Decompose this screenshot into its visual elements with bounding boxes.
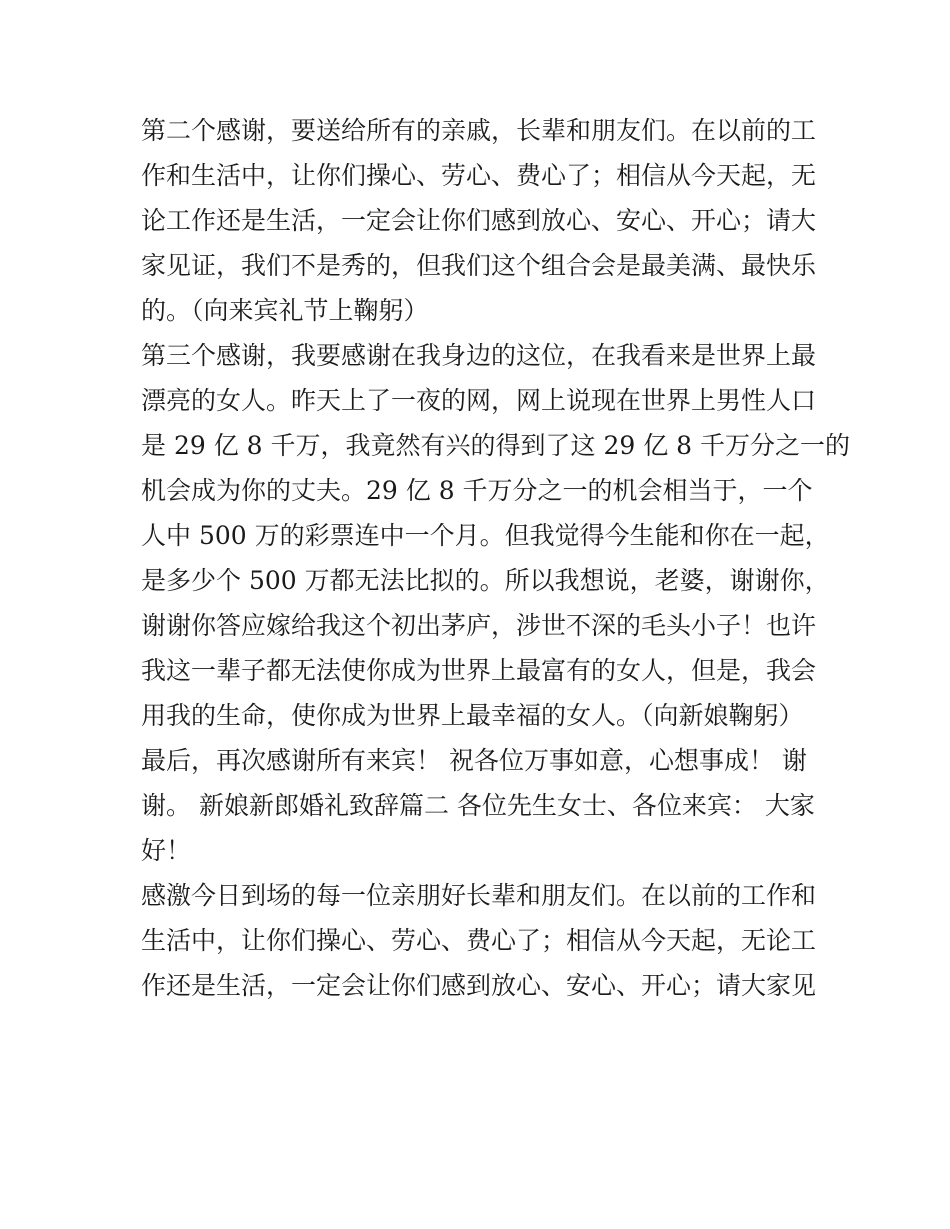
text-line: 生活中，让你们操心、劳心、费心了；相信从今天起，无论工 — [141, 926, 817, 955]
text-line: 感激今日到场的每一位亲朋好长辈和朋友们。在以前的工作和 — [141, 881, 817, 910]
paragraph-gratitude — [141, 873, 816, 1008]
text-line: 第三个感谢，我要感谢在我身边的这位，在我看来是世界上最 — [141, 341, 817, 370]
text-line: 是多少个 500 万都无法比拟的。所以我想说，老婆，谢谢你， — [141, 566, 830, 595]
paragraph-second-thanks — [141, 108, 816, 333]
text-line: 谢谢你答应嫁给我这个初出茅庐，涉世不深的毛头小子！也许 — [141, 611, 817, 640]
text-line: 作还是生活，一定会让你们感到放心、安心、开心；请大家见 — [141, 971, 817, 1000]
text-line: 是 29 亿 8 千万，我竟然有兴的得到了这 29 亿 8 千万分之一的 — [141, 431, 851, 460]
text-line: 谢。 新娘新郎婚礼致辞篇二 各位先生女士、各位来宾： 大家 — [141, 791, 815, 820]
text-line: 最后，再次感谢所有来宾！ 祝各位万事如意，心想事成！ 谢 — [141, 746, 807, 775]
text-line: 用我的生命，使你成为世界上最幸福的女人。（向新娘鞠躬） — [141, 701, 804, 730]
text-line: 家见证，我们不是秀的，但我们这个组合会是最美满、最快乐 — [141, 251, 817, 280]
text-line: 好！ — [141, 836, 192, 865]
text-line: 论工作还是生活，一定会让你们感到放心、安心、开心；请大 — [141, 206, 817, 235]
text-line: 机会成为你的丈夫。29 亿 8 千万分之一的机会相当于，一个 — [141, 476, 813, 505]
text-line: 我这一辈子都无法使你成为世界上最富有的女人，但是，我会 — [141, 656, 817, 685]
paragraph-final-thanks — [141, 738, 816, 873]
text-line: 的。（向来宾礼节上鞠躬） — [141, 296, 429, 325]
text-line: 作和生活中，让你们操心、劳心、费心了；相信从今天起，无 — [141, 161, 817, 190]
text-line: 第二个感谢，要送给所有的亲戚，长辈和朋友们。在以前的工 — [141, 116, 817, 145]
text-line: 人中 500 万的彩票连中一个月。但我觉得今生能和你在一起， — [141, 521, 830, 550]
document-body — [141, 108, 851, 1008]
paragraph-third-thanks — [141, 333, 851, 738]
text-line: 漂亮的女人。昨天上了一夜的网，网上说现在世界上男性人口 — [141, 386, 817, 415]
